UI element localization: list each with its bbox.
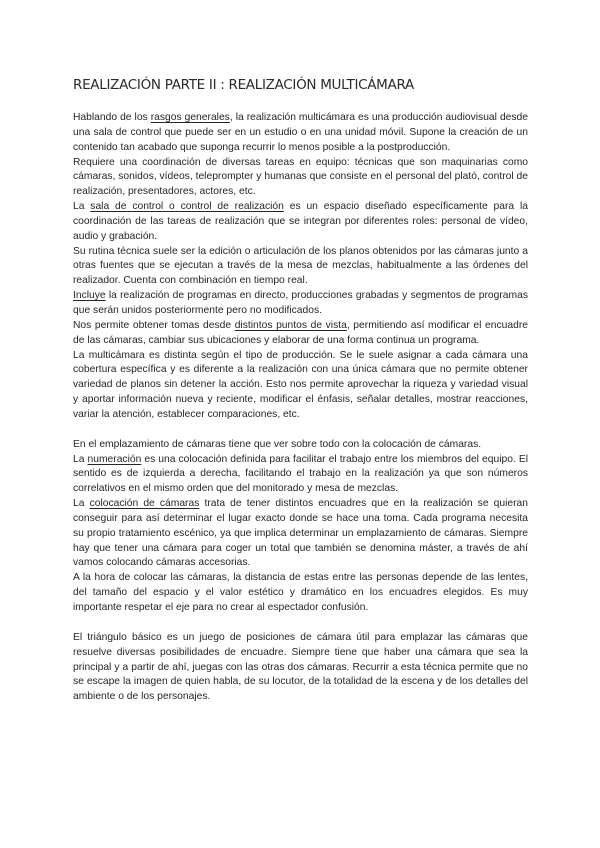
paragraph-multicamara-tipo: La multicámara es distinta según el tipo de producción. Se le suele asignar a cada cámara una cobertura específica y es diferente a la realización con una única cámara que no permite obtener variedad de planos sin detener la acción. Esto nos permite aprovechar la riqueza y variedad visual y aportar información nueva y reciente, modificar el énfasis, señalar detalles, mostrar reacciones, variar la atención, establecer comparaciones, etc. — [73, 349, 528, 420]
text-run: Hablando de los — [73, 112, 151, 123]
text-run: Nos permite obtener tomas desde — [73, 319, 235, 331]
paragraph-colocacion — [73, 497, 528, 571]
paragraph-rutina-tecnica: Su rutina técnica suele ser la edición o articulación de los planos obtenidos por las cámaras junto a otras fuentes que se ejecutan a través de la mesa de mezclas, habitualmente a las órdenes del realizador. Cuenta con combinación en tiempo real. — [73, 245, 528, 287]
text-run: es una colocación definida para facilitar el trabajo entre los miembros del equipo. El sentido es de izquierda a derecha, facilitando el trabajo en la realización ya que son números correlativos en el mismo orden que del monitorado y mesa de mezclas. — [73, 453, 529, 495]
underlined-term-numeracion: numeración — [87, 453, 142, 465]
paragraph-spacer — [73, 423, 528, 438]
paragraph-coordinacion: Requiere una coordinación de diversas tareas en equipo: técnicas que son maquinarias como cámaras, sonidos, vídeos, teleprompter y humanas que consiste en el personal del plató, control de realización, presentadores, actores, etc. — [73, 156, 528, 198]
paragraph-sala-control — [73, 200, 528, 245]
paragraph-emplazamiento: En el emplazamiento de cámaras tiene que ver sobre todo con la colocación de cámaras. — [73, 438, 482, 450]
paragraph-spacer — [73, 616, 528, 631]
document-body — [73, 111, 528, 705]
text-run: la realización de programas en directo, producciones grabadas y segmentos de programas que serán unidos posteriormente pero no modificados. — [73, 290, 528, 316]
text-run: La — [73, 201, 91, 213]
paragraph-triangulo-basico: El triángulo básico es un juego de posiciones de cámara útil para emplazar las cámaras que resuelve diversas posibilidades de encuadre. Siempre tiene que haber una cámara que sea la principal y a partir de ahí, juegas con las otras dos cámaras. Recurrir a esta técnica permite que no se escape la imagen de quien habla, de su locutor, de la totalidad de la escena y de los detalles del ambiente o de los personajes. — [73, 631, 528, 703]
document-title: REALIZACIÓN PARTE II : REALIZACIÓN MULTICÁMARA — [73, 77, 414, 93]
underlined-term-incluye: Incluye — [73, 290, 106, 302]
paragraph-numeracion — [73, 453, 528, 498]
underlined-term-sala-de-control: sala de control o control de realización — [90, 201, 284, 213]
text-run: La — [73, 453, 88, 465]
text-run: es un espacio diseñado específicamente para la coordinación de las tareas de realización que se integran por diferentes roles: personal de vídeo, audio y grabación. — [73, 201, 528, 242]
paragraph-puntos-de-vista — [73, 319, 528, 349]
text-run: trata de tener distintos encuadres que en la realización se quieran conseguir para así determinar el lugar exacto donde se hace una toma. Cada programa necesita su propio tratamiento escénico, ya que implica determinar un emplazamiento de cámaras. Siempre hay que tener una cámara para coger un total que también se denomina máster, a través de ahí vamos colocando cámaras accesorias. — [73, 498, 529, 569]
text-run: La — [73, 498, 90, 510]
paragraph-incluye — [73, 289, 528, 319]
underlined-term-colocacion-de-camaras: colocación de cámaras — [89, 498, 200, 510]
text-run: , la realización multicámara es una producción audiovisual desde una sala de control que puede ser en un estudio o en una unidad móvil. Supone la creación de un contenido tan acabado que suponga recurrir lo menos posible a la postproducción. — [73, 112, 528, 153]
underlined-term-distintos-puntos-de-vista: distintos puntos de vista — [234, 319, 347, 331]
paragraph-intro — [73, 111, 528, 156]
paragraph-distancia: A la hora de colocar las cámaras, la distancia de estas entre las personas depende de las lentes, del tamaño del espacio y el valor estético y dramático en los encuadres elegidos. Es muy importante respetar el eje para no crear al espectador confusión. — [73, 572, 528, 613]
text-run: , permitiendo así modificar el encuadre de las cámaras, cambiar sus ubicaciones y elaborar de una forma continua un programa. — [73, 319, 528, 346]
underlined-term-rasgos-generales: rasgos generales — [150, 112, 230, 123]
